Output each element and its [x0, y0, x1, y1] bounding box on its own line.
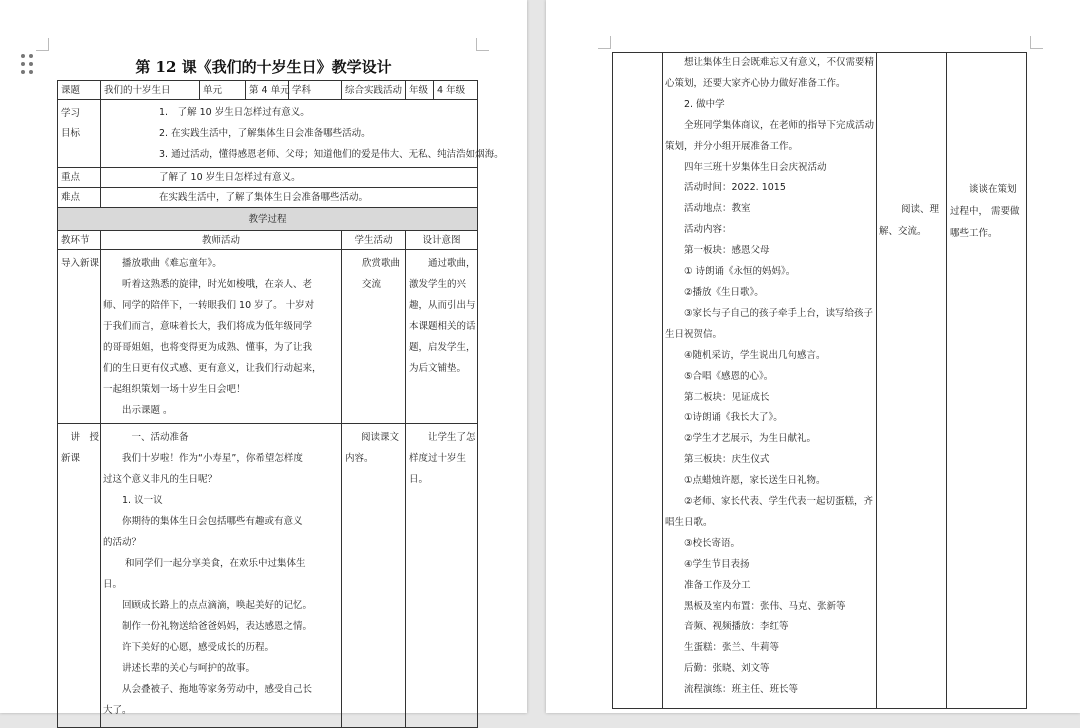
- focus-row: [58, 168, 478, 188]
- column-header-teacher: 教师活动: [101, 231, 342, 250]
- student-line: 阅读、理: [901, 204, 940, 215]
- objective-item: 1. 了解 10 岁生日怎样过有意义。: [159, 107, 310, 118]
- topic-value: 我们的十岁生日: [101, 81, 200, 100]
- teacher-line: 的活动？: [103, 537, 142, 548]
- stage-line: 导入新课: [61, 258, 100, 269]
- teacher-line: 活动内容：: [665, 224, 732, 236]
- column-header-row: [58, 231, 478, 250]
- intent-line: 趣，从而引出与: [409, 300, 476, 311]
- label-grade: 年级: [406, 81, 434, 100]
- teacher-activity-cell: [663, 53, 877, 709]
- teacher-line: 第一板块：感恩父母: [665, 245, 770, 257]
- intent-line: 让学生了怎: [409, 432, 476, 443]
- teacher-line: 全班同学集体商议，在老师的指导下完成活动: [665, 119, 875, 131]
- table-row: [613, 53, 1027, 709]
- teacher-line: ④学生节目表扬: [665, 558, 750, 570]
- stage-cell: [58, 424, 101, 728]
- teacher-line: 大了。: [103, 705, 132, 716]
- teacher-line: 的哥哥姐姐，也将变得更为成熟、懂事，为了让我: [103, 342, 313, 353]
- margin-corner-mark: [1030, 36, 1043, 49]
- student-line: 欣赏歌曲: [362, 258, 401, 269]
- teacher-line: ⑤合唱《感恩的心》。: [665, 370, 774, 382]
- stage-line: 新课: [61, 453, 81, 464]
- teacher-line: 回顾成长路上的点点滴滴，唤起美好的记忆。: [103, 600, 313, 611]
- teacher-line: 1. 议一议: [103, 495, 163, 506]
- label-unit: 单元: [200, 81, 246, 100]
- stage-line: 讲 授: [61, 432, 100, 443]
- teacher-line: 日。: [103, 579, 123, 590]
- teacher-line: 活动时间：2022. 1015: [665, 182, 786, 194]
- teacher-line: ④随机采访，学生说出几句感言。: [665, 349, 826, 361]
- teacher-line: 制作一份礼物送给爸爸妈妈，表达感恩之情。: [103, 621, 313, 632]
- teacher-line: 出示课题 。: [103, 405, 173, 416]
- intent-line: 为后文铺垫。: [409, 363, 467, 374]
- teacher-line: 于我们而言，意味着长大，我们将成为低年级同学: [103, 321, 313, 332]
- teacher-line: ②学生才艺展示，为生日献礼。: [665, 433, 817, 445]
- info-row: [58, 81, 478, 100]
- intent-line: 通过歌曲，: [409, 258, 476, 269]
- teacher-line: ②老师、家长代表、学生代表一起切蛋糕，齐: [665, 496, 874, 508]
- teacher-line: 生蛋糕：张兰、牛莉等: [665, 642, 780, 654]
- column-header-student: 学生活动: [342, 231, 406, 250]
- teacher-line: 过这个意义非凡的生日呢？: [103, 474, 218, 485]
- teacher-line: 后勤：张晓、刘文等: [665, 663, 770, 675]
- subject-value: 综合实践活动: [342, 81, 406, 100]
- teacher-activity-cell: [101, 424, 342, 728]
- focus-label: 重点: [58, 168, 101, 188]
- teacher-line: 一、活动准备: [103, 432, 189, 443]
- teacher-line: 唱生日歌。: [665, 516, 713, 528]
- column-header-stage: 教环节: [58, 231, 101, 250]
- objectives-label: [58, 100, 101, 168]
- margin-corner-mark: [36, 38, 49, 51]
- teacher-line: 想让集体生日会既难忘又有意义，不仅需要精: [665, 57, 875, 68]
- intent-line: 样度过十岁生: [409, 453, 467, 464]
- student-activity-cell: [342, 250, 406, 424]
- teacher-line: ① 诗朗诵《永恒的妈妈》。: [665, 266, 796, 278]
- focus-text: 了解了 10 岁生日怎样过有意义。: [101, 168, 478, 188]
- table-row: [58, 250, 478, 424]
- document-title: 第 12 课《我们的十岁生日》教学设计: [135, 58, 392, 76]
- teacher-line: 播放歌曲《难忘童年》。: [103, 258, 222, 269]
- design-intent-cell: [947, 53, 1027, 709]
- teacher-line: 准备工作及分工: [665, 579, 751, 591]
- teacher-line: 师、同学的陪伴下，一转眼我们 10 岁了。 十岁对: [103, 300, 315, 311]
- intent-line: 本课题相关的话: [409, 321, 476, 332]
- teacher-line: 第三板块：庆生仪式: [665, 454, 770, 466]
- objective-item: 3. 通过活动，懂得感恩老师、父母；知道他们的爱是伟大、无私、纯洁浩如烟海。: [159, 149, 504, 160]
- intent-line: 哪些工作。: [950, 228, 998, 239]
- teacher-line: ②播放《生日歌》。: [665, 286, 764, 298]
- design-intent-cell: [406, 424, 478, 728]
- teacher-line: 心策划，还要大家齐心协力做好准备工作。: [665, 77, 846, 89]
- document-page-left: [0, 0, 527, 716]
- objectives-label-line: 学习: [61, 108, 81, 119]
- design-intent-cell: [406, 250, 478, 424]
- teacher-line: 2. 做中学: [665, 98, 725, 110]
- teacher-line: 许下美好的心愿，感受成长的历程。: [103, 642, 275, 653]
- teacher-line: 从会叠被子、拖地等家务劳动中，感受自己长: [103, 684, 313, 695]
- teacher-line: ③校长寄语。: [665, 537, 741, 549]
- objectives-row: [58, 100, 478, 168]
- teacher-line: 音频、视频播放：李红等: [665, 621, 789, 633]
- teacher-activity-cell: [101, 250, 342, 424]
- difficulty-text: 在实践生活中，了解了集体生日会准备哪些活动。: [101, 188, 478, 208]
- label-topic: 课题: [58, 81, 101, 100]
- difficulty-label: 难点: [58, 188, 101, 208]
- teacher-line: 你期待的集体生日会包括哪些有趣或有意义: [103, 516, 303, 527]
- table-row: [58, 424, 478, 728]
- intent-line: 激发学生的兴: [409, 279, 467, 290]
- margin-corner-mark: [476, 38, 489, 51]
- objectives-content: [101, 100, 504, 168]
- teacher-line: ③家长与子自己的孩子牵手上台，读写给孩子: [665, 307, 874, 319]
- stage-cell: [58, 250, 101, 424]
- teacher-line: ①点蜡烛许愿，家长送生日礼物。: [665, 475, 826, 487]
- teacher-line: 听着这熟悉的旋律，时光如梭哦，在亲人、老: [103, 279, 313, 290]
- teacher-line: ①诗朗诵《我长大了》。: [665, 412, 783, 424]
- teacher-line: 第二板块：见证成长: [665, 391, 770, 403]
- intent-line: 题，启发学生，: [409, 342, 476, 353]
- objectives-label-line: 目标: [61, 128, 81, 139]
- teacher-line: 讲述长辈的关心与呵护的故事。: [103, 663, 256, 674]
- teacher-line: 流程演练：班主任、班长等: [665, 684, 799, 696]
- process-header: 教学过程: [58, 208, 478, 231]
- teacher-line: 活动地点：教室: [665, 203, 751, 215]
- grade-value: 4 年级: [434, 81, 478, 100]
- intent-line: 谈谈在策划: [950, 184, 1017, 195]
- intent-line: 日。: [409, 474, 429, 485]
- lesson-plan-table-continued: [612, 52, 1027, 709]
- student-line: 内容。: [345, 453, 374, 464]
- unit-value: 第 4 单元: [246, 81, 289, 100]
- stage-cell: [613, 53, 663, 709]
- label-subject: 学科: [289, 81, 342, 100]
- teacher-line: 黑板及室内布置：张伟、马克、张新等: [665, 600, 846, 612]
- difficulty-row: [58, 188, 478, 208]
- student-activity-cell: [342, 424, 406, 728]
- teacher-line: 一起组织策划一场十岁生日会吧！: [103, 384, 246, 395]
- student-activity-cell: [877, 53, 947, 709]
- margin-corner-mark: [598, 36, 611, 49]
- process-header-row: [58, 208, 478, 231]
- student-line: 阅读课文: [361, 432, 400, 443]
- column-header-intent: 设计意图: [406, 231, 478, 250]
- teacher-line: 我们十岁啦！作为“小寿星”，你希望怎样度: [103, 453, 303, 464]
- teacher-line: 四年三班十岁集体生日会庆祝活动: [665, 161, 827, 173]
- objective-item: 2. 在实践生活中，了解集体生日会准备哪些活动。: [159, 128, 371, 139]
- teacher-line: 们的生日更有仪式感、更有意义，让我们行动起来，: [103, 363, 322, 374]
- teacher-line: 生日祝贺信。: [665, 328, 723, 340]
- student-line: 解、交流。: [879, 226, 927, 237]
- student-line: 交流: [362, 279, 382, 290]
- teacher-line: 策划，并分小组开展准备工作。: [665, 140, 799, 152]
- lesson-plan-table: [57, 80, 504, 728]
- intent-line: 过程中， 需要做: [950, 206, 1020, 217]
- teacher-line: 和同学们一起分享美食，在欢乐中过集体生: [103, 558, 306, 569]
